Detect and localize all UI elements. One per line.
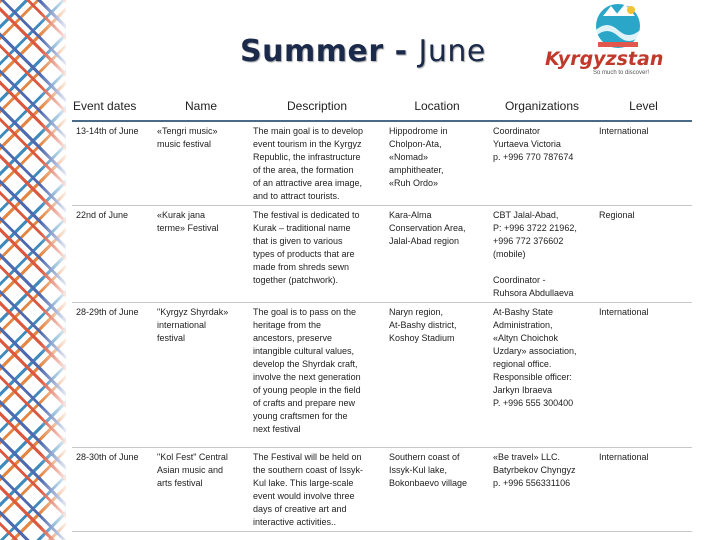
logo-emblem-icon — [543, 2, 693, 52]
cell-line: event tourism in the Kyrgyz — [253, 139, 362, 149]
cell-line: 13-14th of June — [76, 126, 139, 136]
logo-wordmark: Kyrgyzstan — [545, 48, 664, 70]
cell-line: the southern coast of Issyk- — [253, 465, 364, 475]
cell-line: At-Bashy district, — [389, 320, 457, 330]
cell-date — [72, 303, 153, 448]
table-header-row — [72, 92, 692, 121]
cell-loc — [385, 206, 489, 303]
cell-org — [489, 303, 595, 448]
cell-line: «Altyn Choichok — [493, 333, 559, 343]
cell-line: types of products that are — [253, 249, 355, 259]
cell-line: Responsible officer: — [493, 372, 572, 382]
cell-line: together (patchwork). — [253, 275, 339, 285]
cell-line: P: +996 3722 21962, — [493, 223, 577, 233]
kyrgyzstan-logo — [543, 2, 693, 78]
cell-name — [153, 303, 249, 448]
cell-line: Jarkyn Ibraeva — [493, 385, 553, 395]
cell-line: days of creative art and — [253, 504, 347, 514]
cell-date — [72, 448, 153, 532]
cell-line: interactive activities.. — [253, 517, 337, 527]
table-row — [72, 448, 692, 532]
cell-line: of young people in the field — [253, 385, 361, 395]
cell-date — [72, 121, 153, 206]
cell-line: Ruhsora Abdullaeva — [493, 288, 574, 298]
cell-line: of the area, the formation — [253, 165, 354, 175]
cell-line: ancestors, preserve — [253, 333, 333, 343]
cell-line: The festival is dedicated to — [253, 210, 360, 220]
table-row — [72, 303, 692, 448]
table-row — [72, 206, 692, 303]
cell-org — [489, 206, 595, 303]
cell-line: Naryn region, — [389, 307, 444, 317]
cell-line — [493, 261, 591, 274]
cell-line: international — [157, 320, 207, 330]
header-event-dates: Event dates — [72, 92, 153, 121]
cell-line: P. +996 555 300400 — [493, 398, 574, 408]
border-fade — [40, 0, 70, 540]
cell-line: Southern coast of — [389, 452, 460, 462]
cell-line: terme» Festival — [157, 223, 219, 233]
title-month: June — [418, 34, 486, 69]
cell-line: made from shreds sewn — [253, 262, 350, 272]
logo-tagline: So much to discover! — [593, 70, 650, 76]
cell-line: amphitheater, — [389, 165, 444, 175]
cell-line: The main goal is to develop — [253, 126, 364, 136]
cell-line: arts festival — [157, 478, 203, 488]
title-main: Summer - — [240, 34, 419, 69]
cell-line: Coordinator - — [493, 275, 546, 285]
cell-line: 28-30th of June — [76, 452, 139, 462]
cell-line: "Kol Fest" Central — [157, 452, 228, 462]
cell-line: +996 772 376602 — [493, 236, 564, 246]
cell-line: regional office. — [493, 359, 552, 369]
cell-org — [489, 448, 595, 532]
header-description: Description — [249, 92, 385, 121]
slide-title — [240, 34, 486, 69]
cell-line: Coordinator — [493, 126, 541, 136]
cell-line: Uzdary» association, — [493, 346, 577, 356]
cell-line: At-Bashy State — [493, 307, 554, 317]
cell-desc — [249, 206, 385, 303]
cell-line: Kul lake. This large-scale — [253, 478, 354, 488]
cell-line: Kurak – traditional name — [253, 223, 351, 233]
cell-name — [153, 206, 249, 303]
cell-line: Republic, the infrastructure — [253, 152, 361, 162]
cell-line: of crafts and prepare new — [253, 398, 356, 408]
cell-line: p. +996 556331106 — [493, 478, 571, 488]
cell-line: Conservation Area, — [389, 223, 466, 233]
cell-line: of an attractive area image, — [253, 178, 363, 188]
cell-line: Hippodrome in — [389, 126, 448, 136]
cell-line: 28-29th of June — [76, 307, 139, 317]
cell-line: «Be travel» LLC. — [493, 452, 561, 462]
cell-line: Issyk-Kul lake, — [389, 465, 448, 475]
cell-line: Yurtaeva Victoria — [493, 139, 561, 149]
cell-line: Cholpon-Ata, — [389, 139, 442, 149]
cell-loc — [385, 303, 489, 448]
cell-line: p. +996 770 787674 — [493, 152, 574, 162]
cell-line: music festival — [157, 139, 212, 149]
cell-level: International — [595, 303, 692, 448]
cell-line: intangible cultural values, — [253, 346, 355, 356]
cell-line: Administration, — [493, 320, 553, 330]
cell-desc — [249, 448, 385, 532]
cell-level: Regional — [595, 206, 692, 303]
cell-line: «Nomad» — [389, 152, 429, 162]
cell-desc — [249, 121, 385, 206]
cell-loc — [385, 121, 489, 206]
header-name: Name — [153, 92, 249, 121]
cell-line: event would involve three — [253, 491, 355, 501]
table-row — [72, 121, 692, 206]
cell-line: «Kurak jana — [157, 210, 206, 220]
cell-line: Asian music and — [157, 465, 224, 475]
cell-line: «Ruh Ordo» — [389, 178, 439, 188]
cell-line: The goal is to pass on the — [253, 307, 357, 317]
cell-name — [153, 448, 249, 532]
cell-line: CBT Jalal-Abad, — [493, 210, 559, 220]
cell-level: International — [595, 448, 692, 532]
cell-org — [489, 121, 595, 206]
cell-line: that is given to various — [253, 236, 343, 246]
cell-line: young craftsmen for the — [253, 411, 348, 421]
header-organizations: Organizations — [489, 92, 595, 121]
cell-name — [153, 121, 249, 206]
cell-line: 22nd of June — [76, 210, 129, 220]
cell-line: next festival — [253, 424, 301, 434]
cell-line: Kara-Alma — [389, 210, 432, 220]
cell-line: Batyrbekov Chyngyz — [493, 465, 576, 475]
cell-line: Bokonbaevo village — [389, 478, 468, 488]
cell-line: festival — [157, 333, 186, 343]
cell-desc — [249, 303, 385, 448]
cell-line: "Kyrgyz Shyrdak» — [157, 307, 229, 317]
cell-line: Jalal-Abad region — [389, 236, 460, 246]
cell-loc — [385, 448, 489, 532]
cell-line: Koshoy Stadium — [389, 333, 455, 343]
header-level: Level — [595, 92, 692, 121]
cell-level: International — [595, 121, 692, 206]
cell-date — [72, 206, 153, 303]
cell-line: involve the next generation — [253, 372, 361, 382]
cell-line: The Festival will be held on — [253, 452, 362, 462]
header-location: Location — [385, 92, 489, 121]
cell-line: heritage from the — [253, 320, 322, 330]
cell-line: (mobile) — [493, 249, 526, 259]
events-table — [72, 92, 692, 532]
cell-line: and to attract tourists. — [253, 191, 340, 201]
cell-line: develop the Shyrdak craft, — [253, 359, 358, 369]
cell-line: «Tengri music» — [157, 126, 218, 136]
